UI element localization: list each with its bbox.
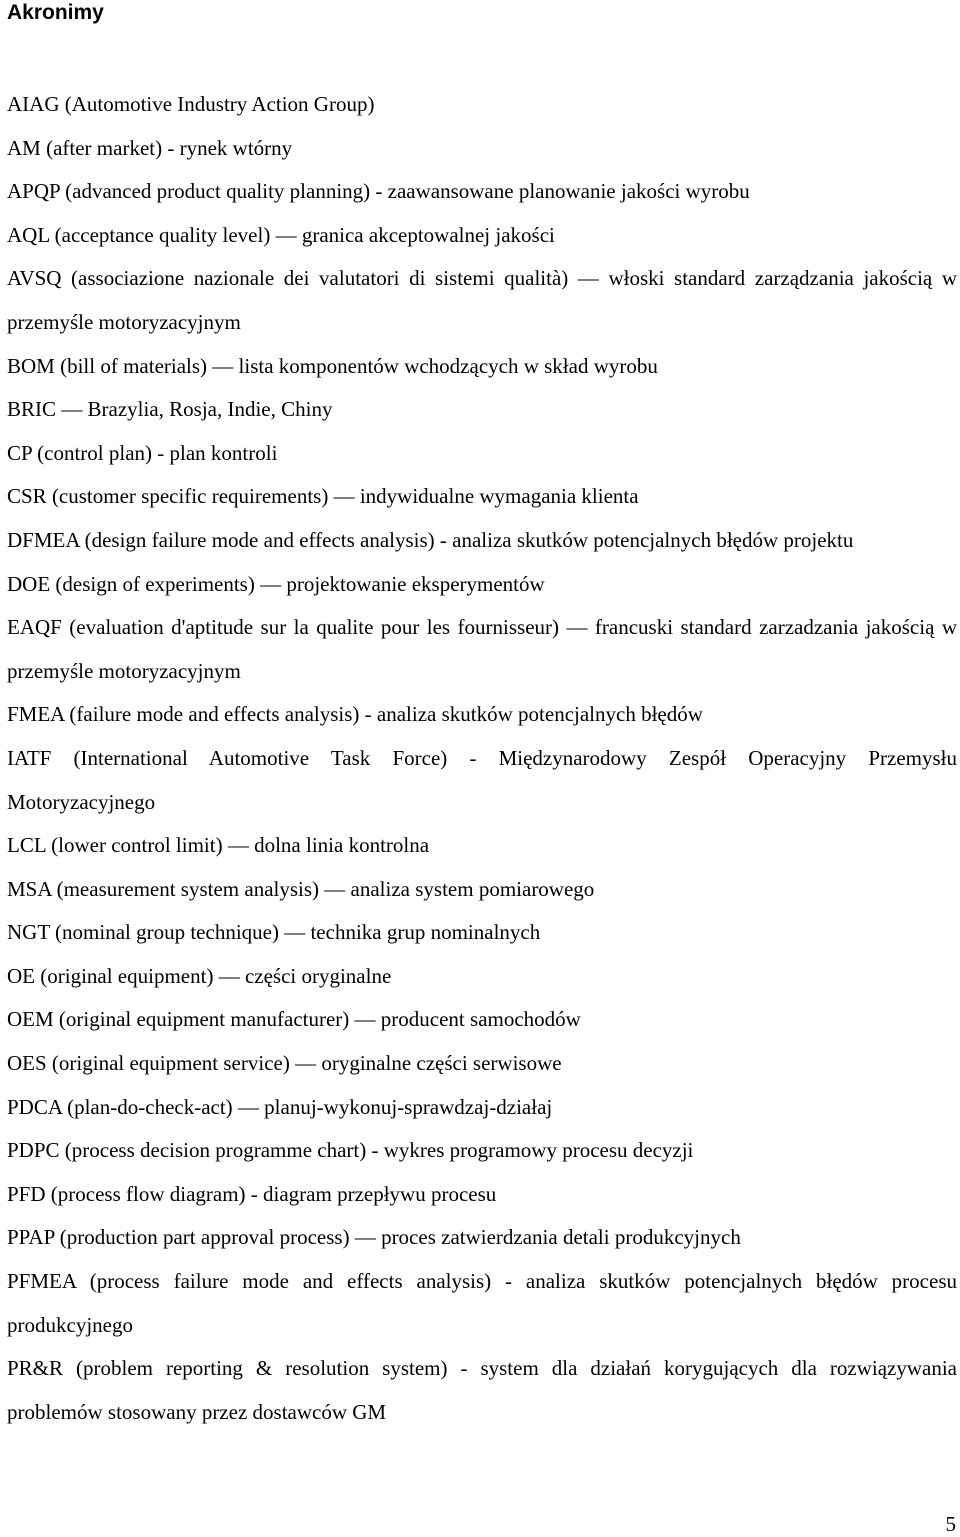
acronym-entry-pdpc: PDPC (process decision programme chart) - wykres programowy procesu decyzji <box>7 1138 694 1163</box>
acronym-entry-oe: OE (original equipment) ― części oryginalne <box>7 963 392 988</box>
acronym-entry-oem: OEM (original equipment manufacturer) ― producent samochodów <box>7 1007 581 1032</box>
acronym-entry-apqp: APQP (advanced product quality planning) - zaawansowane planowanie jakości wyrobu <box>7 179 750 204</box>
acronym-entry-ppap: PPAP (production part approval process) ― proces zatwierdzania detali produkcyjnych <box>7 1225 741 1250</box>
acronym-entry-oes: OES (original equipment service) ― oryginalne części serwisowe <box>7 1051 562 1076</box>
acronym-entry-aiag: AIAG (Automotive Industry Action Group) <box>7 92 375 116</box>
acronym-entry-eaqf: EAQF (evaluation d'aptitude sur la qualite pour les fournisseur) ― francuski standard zarzadzania jakością w przemyśle motoryzacyjnym <box>7 615 957 683</box>
acronym-entry-bric: BRIC ― Brazylia, Rosja, Indie, Chiny <box>7 397 333 422</box>
acronym-entry-bom: BOM (bill of materials) ― lista komponentów wchodzących w skład wyrobu <box>7 353 658 378</box>
acronym-entry-doe: DOE (design of experiments) ― projektowanie eksperymentów <box>7 571 545 596</box>
acronym-entry-pdca: PDCA (plan-do-check-act) ― planuj-wykonuj-sprawdzaj-działaj <box>7 1094 553 1119</box>
acronym-entry-am: AM (after market) - rynek wtórny <box>7 135 293 160</box>
acronym-entry-pfmea: PFMEA (process failure mode and effects analysis) - analiza skutków potencjalnych błędów procesu produkcyjnego <box>7 1269 957 1337</box>
acronym-entry-msa: MSA (measurement system analysis) ― analiza system pomiarowego <box>7 876 595 901</box>
acronym-entry-lcl: LCL (lower control limit) ― dolna linia kontrolna <box>7 833 430 858</box>
acronym-entry-pfd: PFD (process flow diagram) - diagram przepływu procesu <box>7 1181 497 1206</box>
page-title: Akronimy <box>7 1 104 24</box>
acronym-entry-cp: CP (control plan) - plan kontroli <box>7 440 278 465</box>
acronym-entry-aql: AQL (acceptance quality level) ― granica akceptowalnej jakości <box>7 222 555 247</box>
page-number: 5 <box>945 1512 956 1536</box>
acronym-entry-csr: CSR (customer specific requirements) ― indywidualne wymagania klienta <box>7 484 639 509</box>
acronym-entry-dfmea: DFMEA (design failure mode and effects analysis) - analiza skutków potencjalnych błędów projektu <box>7 527 854 552</box>
acronym-entry-avsq: AVSQ (associazione nazionale dei valutatori di sistemi qualità) ― włoski standard zarządzania jakością w przemyśle motoryzacyjnym <box>7 266 957 334</box>
acronym-entry-ngt: NGT (nominal group technique) ― technika grup nominalnych <box>7 920 541 945</box>
acronym-entry-fmea: FMEA (failure mode and effects analysis) - analiza skutków potencjalnych błędów <box>7 702 703 727</box>
acronym-list <box>7 83 957 1434</box>
acronym-entry-iatf: IATF (International Automotive Task Force) - Międzynarodowy Zespół Operacyjny Przemysłu Motoryzacyjnego <box>7 745 957 814</box>
acronym-entry-prr: PR&R (problem reporting & resolution system) - system dla działań korygujących dla rozwiązywania problemów stosowany przez dostawców GM <box>7 1356 957 1424</box>
